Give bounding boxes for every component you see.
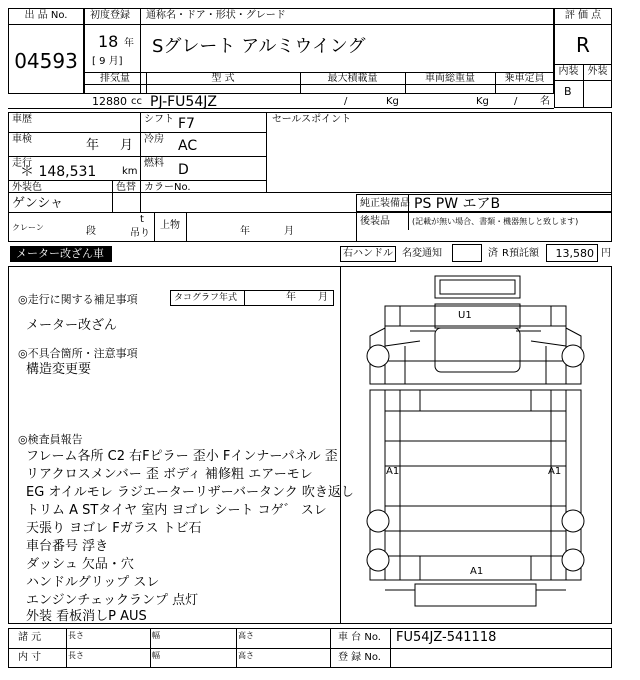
inspector-line: EG オイルモレ ラジエーターリザーバータンク 吹き返し (26, 485, 354, 500)
superstructure-month: 月 (284, 226, 294, 237)
rating-label: 評 価 点 (564, 10, 602, 21)
reg-year: 18 (98, 32, 119, 51)
interior-grade-label: 内装 (558, 66, 579, 77)
crane-stage: 段 (86, 226, 96, 237)
spec-length-label: 長さ (68, 631, 84, 640)
model-name: Sグレート アルミウイング (152, 36, 366, 57)
deposit-label: R預託額 (502, 248, 539, 259)
name-change-box (452, 244, 482, 262)
defect-notes-label: ◎不具合箇所・注意事項 (18, 347, 138, 360)
inspector-line: ダッシュ 欠品・穴 (26, 557, 134, 572)
spec-width-label: 幅 (152, 631, 160, 640)
deposit-unit: 円 (601, 248, 611, 259)
sales-point-label: セールスポイント (272, 114, 352, 125)
inspector-line: ハンドルグリップ スレ (26, 575, 160, 590)
name-change-label: 名変通知 (402, 248, 442, 259)
exterior-color-label: 外装色 (12, 182, 42, 193)
mileage-unit: km (122, 166, 138, 177)
displacement-value: 12880 (92, 95, 127, 108)
running-note: メーター改ざん (26, 318, 118, 333)
fuel-label: 燃料 (144, 158, 164, 169)
meter-tampered-banner (10, 246, 112, 262)
inspector-line: 車台番号 浮き (26, 539, 109, 554)
aircon-value: AC (178, 138, 198, 154)
chassis-no: FU54JZ-541118 (396, 630, 497, 645)
color-change-label: 色替 (116, 182, 136, 193)
spec-row-label: 諸 元 (18, 632, 42, 643)
fuel-value: D (178, 162, 189, 178)
inspector-line: エンジンチェックランプ 点灯 (26, 593, 199, 608)
deposit-prefix: 済 (488, 248, 498, 259)
equipment-label: 純正装備品 (360, 198, 410, 209)
deposit-amount: 13,580 (555, 247, 594, 260)
reg-year-unit: 年 (124, 38, 134, 49)
capacity-unit: 名 (540, 96, 550, 107)
aftermarket-label: 後装品 (360, 216, 390, 227)
superstructure-label: 上物 (160, 220, 180, 231)
exterior-color-value: ゲンシャ (12, 196, 64, 211)
shift-value: F7 (178, 116, 195, 132)
inspector-line: フレーム各所 C2 右Fピラー 歪小 Fインナーパネル 歪 (26, 449, 338, 464)
displacement-unit: cc (131, 96, 142, 107)
inspector-line: 天張り ヨゴレ Fガラス トビ石 (26, 521, 202, 536)
aftermarket-note: (記載が無い場合、書類・機器無しと致します) (412, 217, 579, 226)
gross-weight-label: 車両総重量 (425, 73, 475, 84)
capacity-value: / (514, 96, 518, 107)
running-notes-label: ◎走行に関する補足事項 (18, 293, 138, 306)
inspector-line: 外装 看板消しP AUS (26, 609, 147, 624)
lot-number-label: 出 品 No. (24, 10, 68, 21)
inner-size-row-label: 内 寸 (18, 652, 42, 663)
crane-label: クレーン (12, 223, 44, 232)
defect-note: 構造変更要 (26, 362, 92, 377)
inspector-line: リアクロスメンバー 歪 ボディ 補修粗 エアーモレ (26, 467, 313, 482)
mileage-value: ＊ 148,531 (20, 164, 97, 180)
damage-mark-u1: U1 (458, 310, 472, 321)
inner-length-label: 長さ (68, 651, 84, 660)
max-load-value: / (344, 96, 348, 107)
model-code-label: 型 式 (211, 73, 235, 84)
inner-height-label: 高さ (238, 651, 254, 660)
inspector-line: トリム A STタイヤ 室内 ヨゴレ シート コゲ゛ スレ (26, 503, 327, 518)
right-hand-label: 右ハンドル (343, 248, 393, 259)
damage-mark-a1-left: A1 (386, 466, 400, 477)
rating-value: R (576, 33, 590, 57)
superstructure-year: 年 (240, 226, 250, 237)
inspection-year-unit: 年 (86, 138, 100, 153)
max-load-unit: Kg (386, 96, 399, 107)
exterior-grade-label: 外装 (587, 66, 608, 77)
inner-width-label: 幅 (152, 651, 160, 660)
equipment-value: PS PW エアB (414, 196, 501, 212)
max-load-label: 最大積載量 (327, 73, 378, 84)
model-code: PJ-FU54JZ (150, 94, 217, 110)
spec-height-label: 高さ (238, 631, 254, 640)
tachograph-month: 月 (318, 292, 328, 303)
shift-label: シフト (144, 114, 174, 125)
name-shape-grade-label: 通称名・ドア・形状・グレード (146, 10, 286, 21)
reg-month: [ 9 月] (92, 56, 123, 67)
damage-mark-a1-right: A1 (548, 466, 562, 477)
registration-no-label: 登 録 No. (338, 652, 381, 663)
color-code-label: カラーNo. (144, 182, 191, 193)
inspector-report-label: ◎検査員報告 (18, 433, 83, 446)
tachograph-year: 年 (286, 292, 296, 303)
inspection-month-unit: 月 (120, 138, 134, 153)
crane-ton: t (140, 214, 144, 225)
chassis-no-label: 車 台 No. (338, 632, 381, 643)
gross-weight-unit: Kg (476, 96, 489, 107)
inspection-label: 車検 (12, 134, 32, 145)
lot-number: 04593 (14, 49, 78, 73)
interior-grade: B (564, 85, 572, 98)
aircon-label: 冷房 (144, 134, 164, 145)
history-label: 車歴 (12, 114, 32, 125)
damage-mark-a1-bottom: A1 (470, 566, 484, 577)
meter-tampered-text: メーター改ざん車 (16, 247, 104, 260)
capacity-label: 乗車定員 (504, 73, 545, 84)
crane-lift: 吊り (130, 228, 150, 239)
first-reg-label: 初度登録 (90, 10, 130, 21)
displacement-label: 排気量 (100, 73, 130, 84)
tachograph-label: タコグラフ年式 (174, 293, 238, 303)
mileage-label: 走行 (12, 158, 32, 169)
